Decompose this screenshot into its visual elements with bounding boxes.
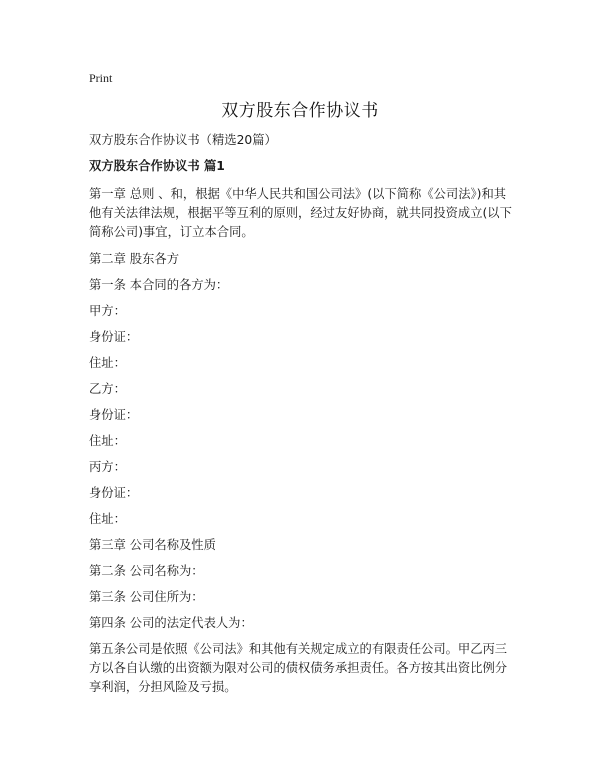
print-link[interactable]: Print [89, 71, 113, 85]
section-heading: 双方股东合作协议书 篇1 [89, 159, 225, 173]
paragraph-chapter-one: 第一章 总则 、和，根据《中华人民共和国公司法》(以下简称《公司法》)和其他有关法律法规，根据平等互利的原则，经过友好协商，就共同投资成立(以下简称公司)事宜，订立本合同。 [89, 187, 512, 239]
party-c-address-label: 住址： [89, 512, 126, 526]
party-c-label: 丙方： [89, 460, 126, 474]
paragraph-article-four: 第四条 公司的法定代表人为： [89, 616, 253, 630]
paragraph-article-three: 第三条 公司住所为： [89, 590, 204, 604]
party-a-id-label: 身份证： [89, 330, 139, 344]
party-a-address-label: 住址： [89, 356, 126, 370]
party-b-address-label: 住址： [89, 434, 126, 448]
paragraph-article-one: 第一条 本合同的各方为： [89, 278, 229, 292]
paragraph-chapter-three: 第三章 公司名称及性质 [89, 538, 216, 552]
document-subtitle: 双方股东合作协议书（精选20篇） [89, 133, 277, 147]
document-body [89, 131, 517, 705]
party-b-id-label: 身份证： [89, 408, 139, 422]
party-c-id-label: 身份证： [89, 486, 139, 500]
party-b-label: 乙方： [89, 382, 126, 396]
paragraph-chapter-two: 第二章 股东各方 [89, 252, 179, 266]
paragraph-article-two: 第二条 公司名称为： [89, 564, 204, 578]
paragraph-article-five: 第五条公司是依照《公司法》和其他有关规定成立的有限责任公司。甲乙丙三方以各自认缴的出资额为限对公司的债权债务承担责任。各方按其出资比例分享利润，分担风险及亏损。 [89, 642, 508, 694]
party-a-label: 甲方： [89, 304, 126, 318]
document-title: 双方股东合作协议书 [221, 101, 379, 121]
